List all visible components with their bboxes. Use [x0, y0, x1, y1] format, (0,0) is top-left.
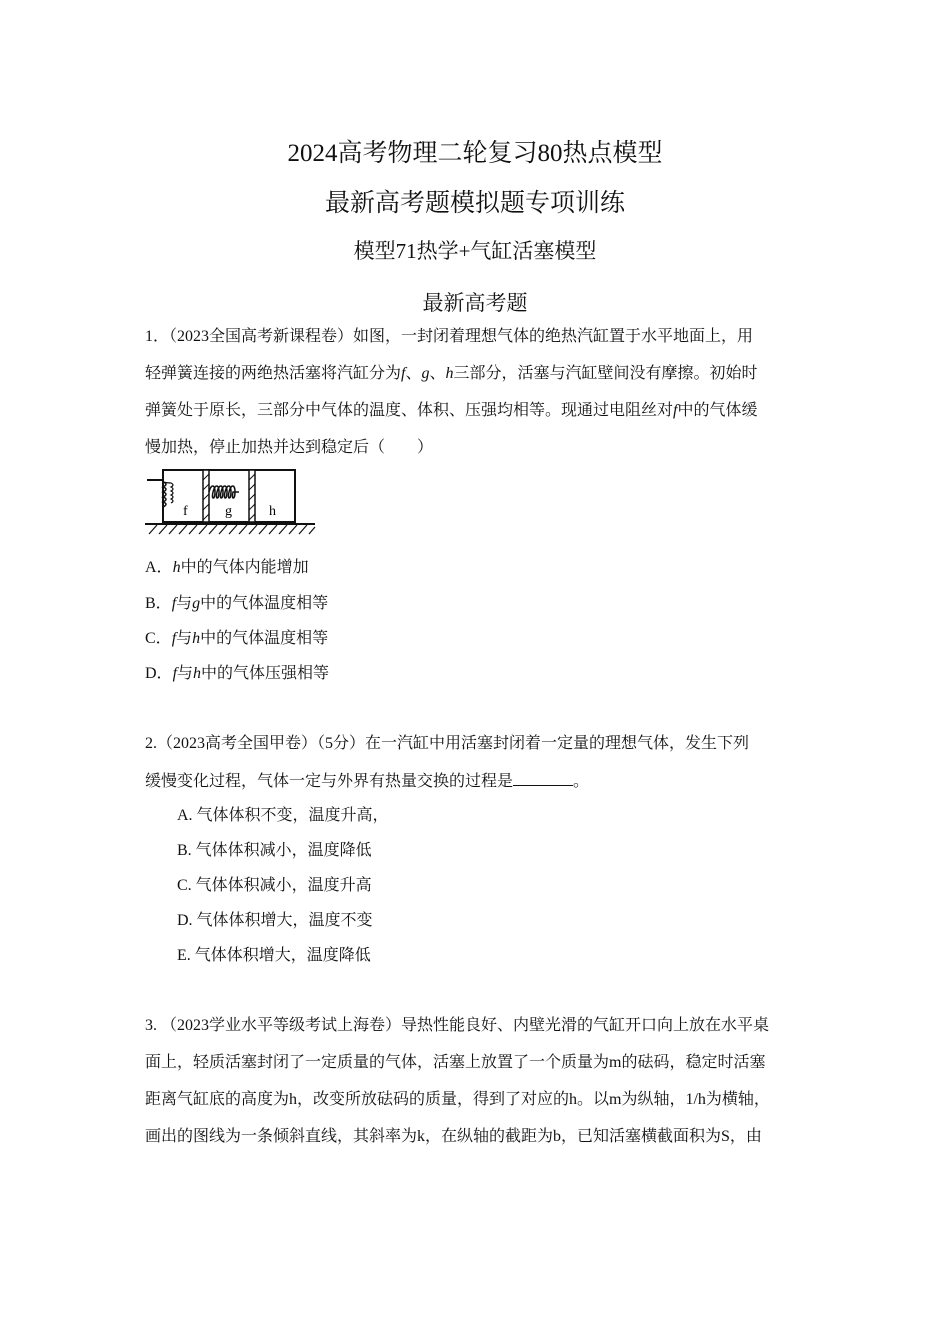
- q1-option-d: D．f与h中的气体压强相等: [145, 665, 330, 682]
- q1-line2-text: 轻弹簧连接的两绝热活塞将汽缸分为: [145, 365, 402, 382]
- q2-line2: 缓慢变化过程，气体一定与外界有热量交换的过程是 。: [145, 773, 590, 790]
- doc-title-line2: 最新高考题模拟题专项训练: [324, 190, 625, 217]
- q1-line1: 1．（2023全国高考新课程卷）如图，一封闭着理想气体的绝热汽缸置于水平地面上，用: [145, 328, 754, 345]
- q1-line3-tail: 中的气体缓: [677, 402, 758, 419]
- q3-line2: 面上，轻质活塞封闭了一定质量的气体，活塞上放置了一个质量为m的砝码，稳定时活塞: [145, 1054, 766, 1071]
- q1-line4: 慢加热，停止加热并达到稳定后（ ）: [145, 439, 434, 456]
- q2-option-a: A. 气体体积不变，温度升高，: [177, 807, 389, 824]
- answer-blank[interactable]: [513, 771, 573, 786]
- label-g: g: [225, 504, 232, 519]
- section-heading: 最新高考题: [422, 291, 528, 315]
- q1-option-c: C．f与h中的气体温度相等: [145, 630, 329, 647]
- q1-line3: [145, 401, 757, 421]
- q3-line3: 距离气缸底的高度为h，改变所放砝码的质量，得到了对应的h。以m为纵轴，1/h为横轴，: [145, 1091, 770, 1108]
- q1-option-b: B．f与g中的气体温度相等: [145, 595, 329, 612]
- separator: 、: [405, 365, 422, 382]
- q3-line1: 3. （2023学业水平等级考试上海卷）导热性能良好、内壁光滑的气缸开口向上放在水平桌: [145, 1017, 770, 1034]
- var-f: f: [673, 402, 678, 419]
- q1-option-a: A．h中的气体内能增加: [145, 559, 309, 576]
- var-f: f: [401, 365, 406, 382]
- q2-option-b: B. 气体体积减小，温度降低: [177, 842, 372, 859]
- label-h: h: [269, 504, 276, 519]
- q1-line2: [145, 364, 758, 384]
- cylinder-figure: [145, 468, 317, 541]
- q3-line4: 画出的图线为一条倾斜直线，其斜率为k，在纵轴的截距为b，已知活塞横截面积为S，由: [145, 1128, 762, 1145]
- cylinder-diagram: [145, 468, 317, 536]
- spring: [209, 486, 239, 498]
- q2-option-c: C. 气体体积减小，温度升高: [177, 877, 372, 894]
- q1-line2-tail: 三部分，活塞与汽缸壁间没有摩擦。初始时: [453, 365, 758, 382]
- label-f: f: [183, 504, 188, 519]
- separator: 、: [429, 365, 446, 382]
- var-g: g: [421, 365, 430, 382]
- doc-title-line1: 2024高考物理二轮复习80热点模型: [287, 140, 663, 167]
- var-h: h: [445, 365, 454, 382]
- doc-title-line3: 模型71热学+气缸活塞模型: [353, 239, 597, 263]
- q1-line3-text: 弹簧处于原长，三部分中气体的温度、体积、压强均相等。现通过电阻丝对: [145, 402, 674, 419]
- ground-hatch: [149, 525, 315, 534]
- q2-option-d: D. 气体体积增大，温度不变: [177, 912, 373, 929]
- q2-option-e: E. 气体体积增大，温度降低: [177, 947, 371, 964]
- q2-line1: 2.（2023高考全国甲卷）（5分）在一汽缸中用活塞封闭着一定量的理想气体，发生下列: [145, 735, 750, 752]
